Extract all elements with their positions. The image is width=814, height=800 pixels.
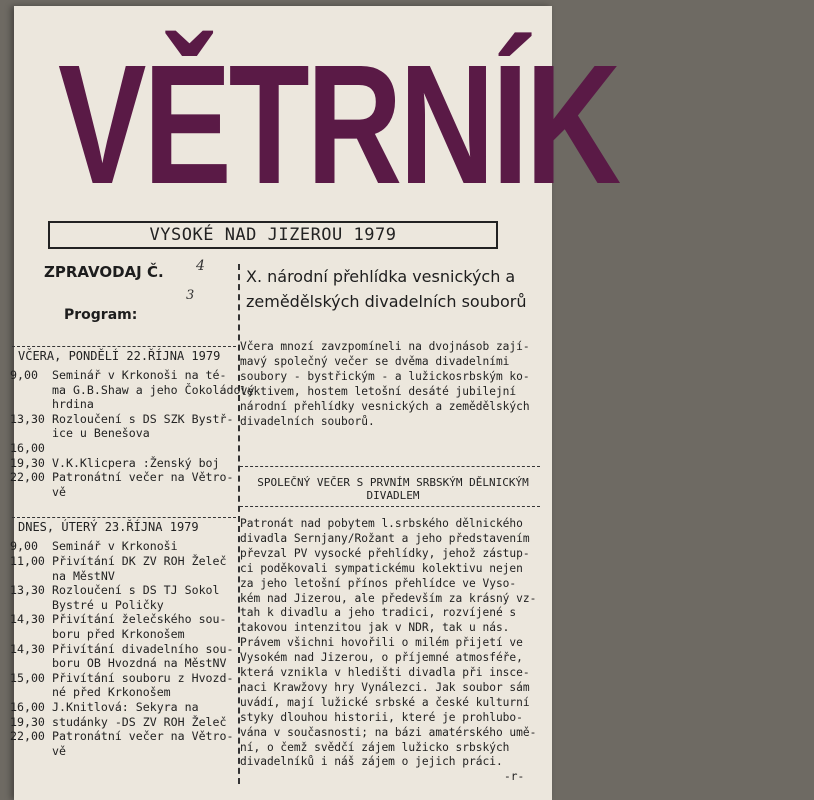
program-label: Program: xyxy=(64,307,138,323)
newsletter-page xyxy=(10,6,619,800)
text-line: styky dlouhou historii, které je prohlubo- xyxy=(240,710,523,724)
entry-time: 22,00 xyxy=(10,729,45,744)
entry-time: 9,00 xyxy=(10,539,38,554)
text-line: kém nad Jizerou, ale především za krásný vz- xyxy=(240,591,537,605)
day-divider xyxy=(12,517,236,518)
entry-time: 19,30 xyxy=(10,714,45,729)
schedule-entry xyxy=(10,715,226,730)
schedule-entry xyxy=(10,411,234,427)
entry-text: boru OB Hvozdná na MěstNV xyxy=(52,656,227,671)
schedule-entry xyxy=(10,685,226,700)
entry-time: 11,00 xyxy=(10,554,45,568)
entry-time: 19,30 xyxy=(10,455,45,470)
schedule-entry xyxy=(10,656,226,671)
schedule-entry xyxy=(10,670,234,686)
issue-label: ZPRAVODAJ Č. xyxy=(44,263,164,281)
text-line: tah k divadlu a jeho tradici, rozvíjené s xyxy=(240,606,517,620)
schedule-entry xyxy=(10,456,226,471)
day-divider xyxy=(12,346,236,347)
masthead-title: VĚTRNÍK xyxy=(58,30,619,220)
text-line: lektivem, hostem letošní desáté jubilejní xyxy=(240,384,517,398)
entry-text: Patronátní večer na Větro- xyxy=(52,729,234,744)
entry-time: 16,00 xyxy=(10,441,45,455)
schedule-entry xyxy=(10,397,226,412)
entry-text: Rozloučení s DS SZK Bystř- xyxy=(52,411,234,426)
schedule-entry xyxy=(10,598,226,613)
text-line: divadelníků i náš zájem o jejich práci. xyxy=(240,755,503,769)
schedule-entry xyxy=(10,382,255,398)
text-line: převzal PV vysocké přehlídky, jehož zástup- xyxy=(240,546,530,560)
schedule-entry xyxy=(10,368,226,383)
entry-time: 14,30 xyxy=(10,641,45,656)
entry-time: 15,00 xyxy=(10,670,45,685)
text-line: Vysokém nad Jizerou, o příjemné atmosféře, xyxy=(240,651,523,665)
entry-text: studánky -DS ZV ROH Želeč xyxy=(52,714,227,729)
entry-time: 9,00 xyxy=(10,368,38,382)
schedule-entry xyxy=(10,729,234,744)
entry-text: Přivítání DK ZV ROH Želeč xyxy=(52,554,227,568)
entry-text: Patronátní večer na Větro- xyxy=(52,470,234,485)
text-line: která vznikla v hledišti divadla při insce- xyxy=(240,666,530,679)
issue-number-note: 3 xyxy=(186,288,195,303)
schedule-entry xyxy=(10,583,226,598)
entry-text: na MěstNV xyxy=(52,568,115,583)
schedule-entry xyxy=(10,470,234,485)
schedule-entry xyxy=(10,441,226,456)
subheading-underline xyxy=(240,506,540,507)
text-line: za jeho letošní přínos přehlídce ve Vyso- xyxy=(240,576,517,590)
entry-text: hrdina xyxy=(52,397,94,412)
entry-time: 14,30 xyxy=(10,612,45,627)
entry-text: ice u Benešova xyxy=(52,426,150,441)
text-line: vána v současnosti; na bázi amatérského umě- xyxy=(240,725,537,739)
entry-text: Přivítání želečského sou- xyxy=(52,612,227,627)
text-line: mavý společný večer se dvěma divadelními xyxy=(240,354,510,368)
text-line: naci Krawžovy hry Vynálezci. Jak soubor sám xyxy=(240,680,530,694)
entry-text: Seminář v Krkonoši xyxy=(52,539,178,554)
entry-time: 22,00 xyxy=(10,470,45,485)
text-line: divadelních souborů. xyxy=(240,414,375,428)
schedule-entry xyxy=(10,569,226,584)
text-line: -r- xyxy=(504,770,525,784)
entry-text: boru před Krkonošem xyxy=(52,627,185,641)
text-line: Včera mnozí zavzpomíneli na dvojnásob zají- xyxy=(240,340,530,353)
schedule-entry xyxy=(10,627,226,642)
entry-text: Přivítání divadelního sou- xyxy=(52,641,234,656)
entry-text: V.K.Klicpera :Ženský boj xyxy=(52,455,220,470)
schedule-column xyxy=(10,346,255,796)
place-year-banner: VYSOKÉ NAD JIZEROU 1979 xyxy=(48,221,498,249)
headline: X. národní přehlídka vesnických a zemědělských divadelních souborů xyxy=(246,267,527,311)
text-line: ci poděkovali sympatickému kolektivu nejen xyxy=(240,561,523,575)
text-line: ní, o čemž svědčí zájem lužicko srbských xyxy=(240,740,510,754)
entry-text: Bystré u Poličky xyxy=(52,597,164,612)
entry-text: Přivítání souboru z Hvozd- xyxy=(52,670,234,685)
day-heading: VČERA, PONDĚLÍ 22.ŘÍJNA 1979 xyxy=(18,349,221,363)
text-line: národní přehlídky vesnických a zemědělských xyxy=(240,399,530,413)
schedule-entry xyxy=(10,554,226,569)
text-line: uvádí, mají lužické srbské a české kulturní xyxy=(240,695,530,709)
schedule-entry xyxy=(10,612,226,627)
schedule-entry xyxy=(10,744,226,759)
entry-time: 13,30 xyxy=(10,583,45,598)
day-heading: DNES, ÚTERÝ 23.ŘÍJNA 1979 xyxy=(18,520,199,535)
issue-number: 4 xyxy=(196,258,205,274)
schedule-entry xyxy=(10,641,234,657)
text-line: Patronát nad pobytem l.srbského dělnického xyxy=(240,517,523,530)
entry-text: vě xyxy=(52,743,66,758)
entry-time: 13,30 xyxy=(10,411,45,426)
schedule-entry xyxy=(10,485,226,500)
schedule-entry xyxy=(10,539,226,554)
text-line: divadla Sernjany/Rožant a jeho představením xyxy=(240,531,530,545)
entry-text: Seminář v Krkonoši na té- xyxy=(52,368,227,382)
text-line: soubory - bystřickým - a lužickosrbským ko- xyxy=(240,369,530,383)
article-subheading: SPOLEČNÝ VEČER S PRVNÍM SRBSKÝM DĚLNICKÝM DIVADLEM xyxy=(257,476,529,502)
text-line: takovou intenzitou jak v NDR, tak u nás. xyxy=(240,621,510,635)
entry-text: J.Knitlová: Sekyra na xyxy=(52,700,199,714)
entry-text: vě xyxy=(52,484,66,499)
text-line: Právem všichni hovořili o milém přijetí ve xyxy=(240,636,523,650)
entry-text: ma G.B.Shaw a jeho Čokoládový xyxy=(52,382,255,397)
section-divider xyxy=(240,466,540,467)
entry-text: né před Krkonošem xyxy=(52,685,171,700)
entry-time: 16,00 xyxy=(10,700,45,714)
entry-text: Rozloučení s DS TJ Sokol xyxy=(52,583,220,598)
schedule-entry xyxy=(10,700,226,715)
schedule-entry xyxy=(10,426,226,441)
